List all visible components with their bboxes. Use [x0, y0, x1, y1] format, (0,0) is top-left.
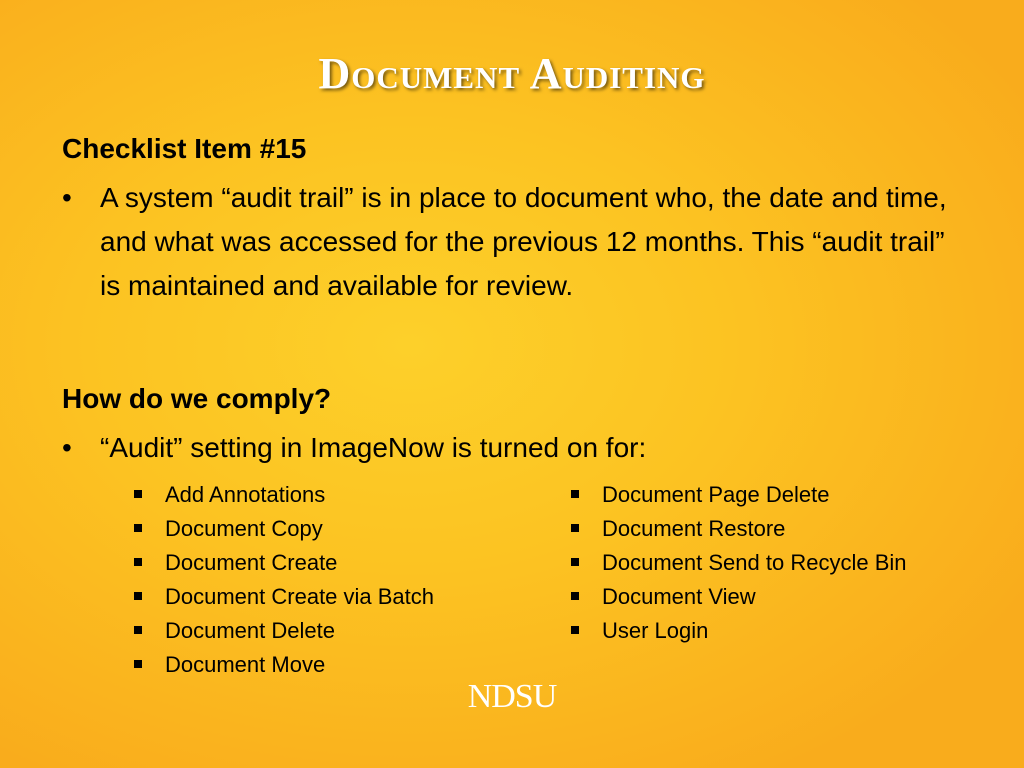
checklist-bullet: [62, 176, 962, 308]
list-item-label: Document Page Delete: [602, 482, 830, 507]
list-item: [571, 580, 991, 614]
comply-heading: How do we comply?: [62, 383, 332, 414]
square-bullet-icon: [134, 592, 142, 600]
ndsu-logo: NDSU: [467, 678, 557, 715]
bullet-marker: •: [62, 432, 72, 463]
list-item-label: Document Send to Recycle Bin: [602, 550, 907, 575]
list-item-label: User Login: [602, 618, 709, 643]
list-item: [134, 478, 534, 512]
slide-title: Document Auditing: [318, 49, 706, 98]
list-item: [571, 512, 991, 546]
list-item: [134, 614, 534, 648]
list-item: [134, 546, 534, 580]
list-item: [571, 614, 991, 648]
list-item-label: Add Annotations: [165, 482, 326, 507]
list-item-label: Document View: [602, 584, 756, 609]
square-bullet-icon: [571, 524, 579, 532]
audit-list-right: [571, 478, 991, 648]
comply-bullet: [62, 426, 962, 470]
square-bullet-icon: [571, 626, 579, 634]
list-item-label: Document Create: [165, 550, 338, 575]
list-item-label: Document Copy: [165, 516, 323, 541]
list-item: [134, 648, 534, 682]
list-item-label: Document Create via Batch: [165, 584, 435, 609]
square-bullet-icon: [571, 490, 579, 498]
list-item-label: Document Delete: [165, 618, 335, 643]
audit-list-left: [134, 478, 534, 682]
checklist-heading: Checklist Item #15: [62, 133, 307, 164]
square-bullet-icon: [134, 524, 142, 532]
list-item: [571, 546, 991, 580]
list-item: [134, 512, 534, 546]
list-item-label: Document Move: [165, 652, 326, 677]
square-bullet-icon: [571, 558, 579, 566]
checklist-bullet-text: A system “audit trail” is in place to document who, the date and time, and what was accessed for the previous 12 months. This “audit trail” is maintained and available for review.: [100, 182, 947, 301]
list-item: [134, 580, 534, 614]
list-item: [571, 478, 991, 512]
list-item-label: Document Restore: [602, 516, 786, 541]
comply-bullet-text: “Audit” setting in ImageNow is turned on for:: [100, 432, 647, 463]
square-bullet-icon: [134, 558, 142, 566]
square-bullet-icon: [134, 626, 142, 634]
square-bullet-icon: [134, 660, 142, 668]
bullet-marker: •: [62, 182, 72, 213]
square-bullet-icon: [134, 490, 142, 498]
square-bullet-icon: [571, 592, 579, 600]
